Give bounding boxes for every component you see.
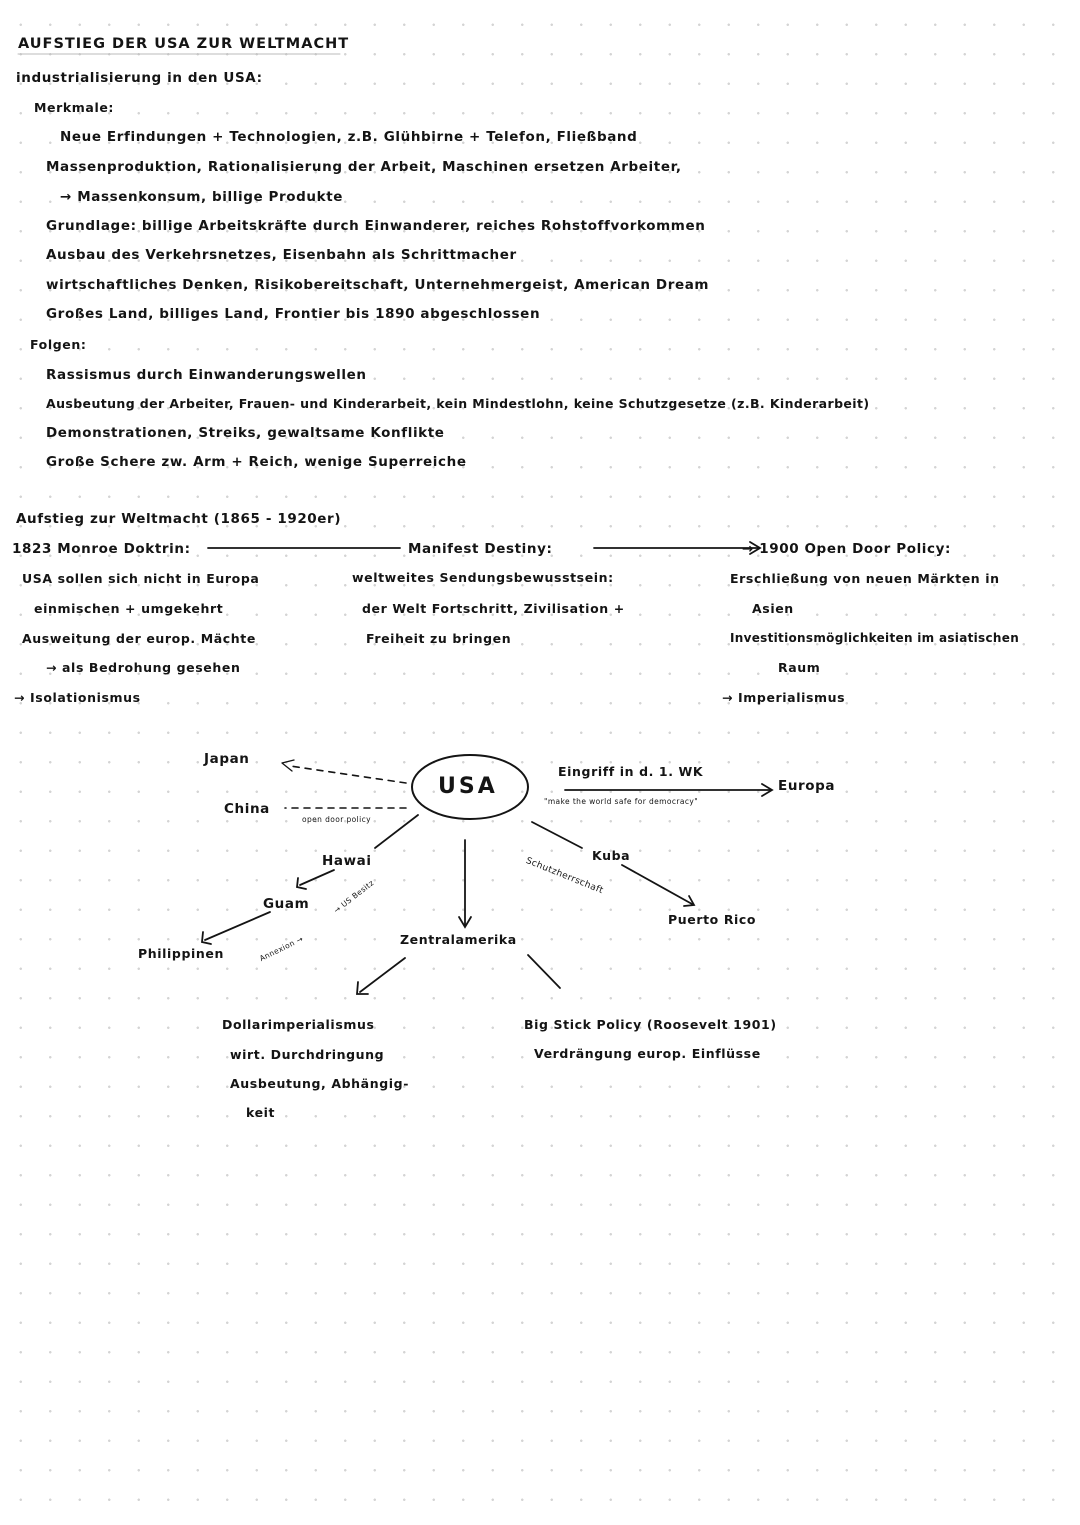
zentralamerika-label: Zentralamerika: [400, 932, 517, 947]
monroe-line: Ausweitung der europ. Mächte: [22, 631, 256, 646]
usa-center-label: USA: [438, 774, 498, 799]
dollar-line: wirt. Durchdringung: [230, 1047, 385, 1062]
china-label: China: [224, 801, 270, 817]
japan-label: Japan: [204, 751, 250, 767]
monroe-line: einmischen + umgekehrt: [34, 601, 224, 616]
opendoor-line: Asien: [752, 601, 794, 616]
hawai-label: Hawai: [322, 853, 372, 869]
folge-item: Rassismus durch Einwanderungswellen: [46, 367, 367, 383]
monroe-label: 1823 Monroe Doktrin:: [12, 541, 191, 557]
folgen-label: Folgen:: [30, 337, 87, 352]
page-title: AUFSTIEG DER USA ZUR WELTMACHT: [18, 36, 350, 52]
puerto-rico-label: Puerto Rico: [668, 912, 757, 927]
us-besitz-label: → US Besitz: [332, 878, 376, 916]
opendoor-line: Erschließung von neuen Märkten in: [730, 571, 1000, 586]
philippinen-label: Philippinen: [138, 946, 224, 961]
folge-item: Große Schere zw. Arm + Reich, wenige Superreiche: [46, 454, 467, 470]
monroe-result: → Isolationismus: [14, 690, 141, 705]
dollar-line: keit: [246, 1105, 276, 1120]
section-heading-industrialisierung: industrialisierung in den USA:: [16, 70, 263, 86]
manifest-line: weltweites Sendungsbewusstsein:: [352, 570, 614, 585]
merkmal-item: Neue Erfindungen + Technologien, z.B. Glühbirne + Telefon, Fließband: [60, 129, 638, 145]
merkmale-label: Merkmale:: [34, 100, 115, 115]
open-door-label: open door policy: [302, 815, 371, 824]
quote-label: "make the world safe for democracy": [544, 797, 699, 806]
opendoor-label: → 1900 Open Door Policy:: [742, 541, 952, 557]
annexion-label: Annexion →: [258, 934, 305, 964]
folge-item: Demonstrationen, Streiks, gewaltsame Konflikte: [46, 425, 445, 441]
section-heading-weltmacht: Aufstieg zur Weltmacht (1865 - 1920er): [16, 511, 342, 527]
dollar-line: Ausbeutung, Abhängig-: [230, 1076, 409, 1091]
opendoor-line: Investitionsmöglichkeiten im asiatischen: [730, 631, 1020, 645]
monroe-line: → als Bedrohung gesehen: [46, 660, 241, 675]
eingriff-label: Eingriff in d. 1. WK: [558, 764, 704, 779]
opendoor-result: → Imperialismus: [722, 690, 846, 705]
manifest-line: der Welt Fortschritt, Zivilisation +: [362, 601, 625, 616]
merkmal-item: Grundlage: billige Arbeitskräfte durch Einwanderer, reiches Rohstoffvorkommen: [46, 218, 706, 234]
merkmal-item: Ausbau des Verkehrsnetzes, Eisenbahn als Schrittmacher: [46, 247, 517, 263]
manifest-line: Freiheit zu bringen: [366, 631, 512, 646]
dollar-label: Dollarimperialismus: [222, 1017, 375, 1032]
merkmal-item: Großes Land, billiges Land, Frontier bis 1890 abgeschlossen: [46, 306, 541, 322]
europa-label: Europa: [778, 778, 836, 794]
kuba-label: Kuba: [592, 848, 631, 863]
bigstick-label: Big Stick Policy (Roosevelt 1901): [524, 1017, 777, 1032]
merkmal-item: Massenproduktion, Rationalisierung der Arbeit, Maschinen ersetzen Arbeiter,: [46, 159, 682, 175]
merkmal-item: → Massenkonsum, billige Produkte: [60, 189, 344, 205]
folge-item: Ausbeutung der Arbeiter, Frauen- und Kinderarbeit, kein Mindestlohn, keine Schutzgesetze (z.B. Kinderarbeit): [46, 396, 870, 411]
manifest-label: Manifest Destiny:: [408, 541, 553, 557]
opendoor-line: Raum: [778, 660, 821, 675]
guam-label: Guam: [263, 896, 310, 912]
schutzherrschaft-label: Schutzherrschaft: [524, 856, 605, 897]
monroe-line: USA sollen sich nicht in Europa: [22, 571, 260, 586]
merkmal-item: wirtschaftliches Denken, Risikobereitschaft, Unternehmergeist, American Dream: [46, 277, 710, 293]
bigstick-line: Verdrängung europ. Einflüsse: [534, 1046, 761, 1061]
